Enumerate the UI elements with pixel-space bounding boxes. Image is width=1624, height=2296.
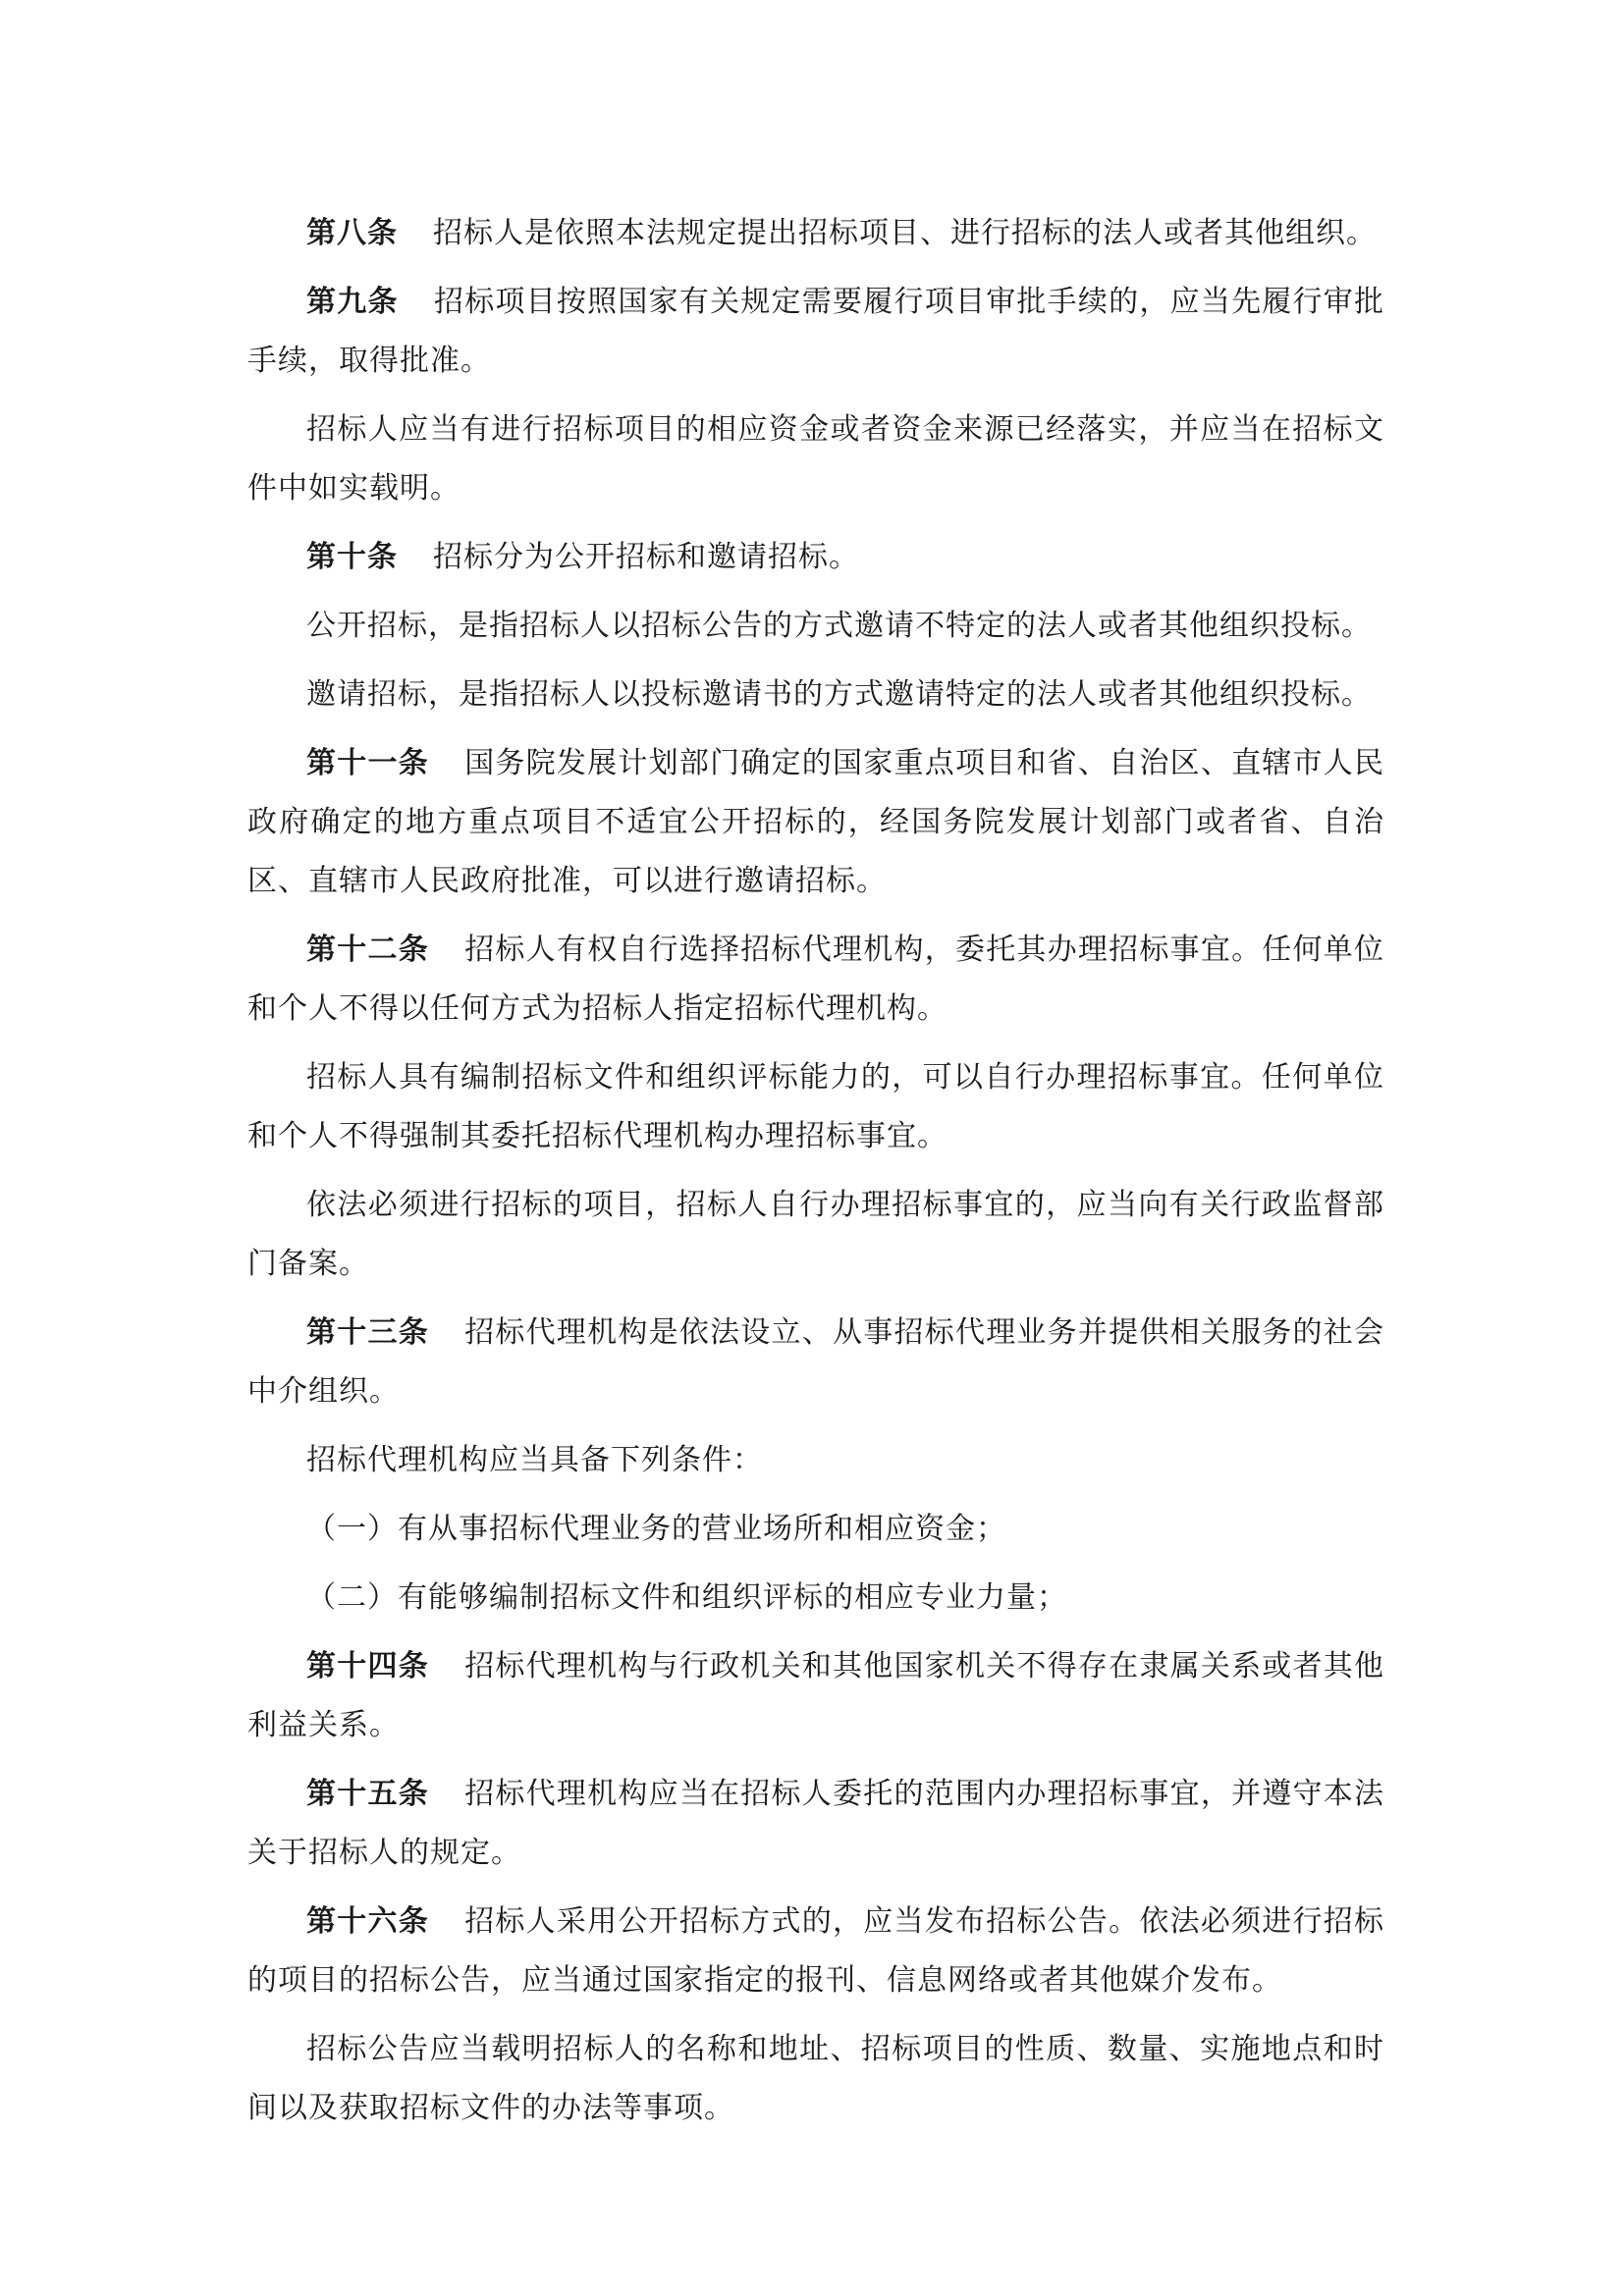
paragraph-text: 招标代理机构与行政机关和其他国家机关不得存在隶属关系或者其他利益关系。	[247, 1649, 1385, 1742]
paragraph-text: 招标代理机构是依法设立、从事招标代理业务并提供相关服务的社会中介组织。	[247, 1315, 1385, 1409]
paragraph-text: 国务院发展计划部门确定的国家重点项目和省、自治区、直辖市人民政府确定的地方重点项目不适宜公开招标的，经国务院发展计划部门或者省、自治区、直辖市人民政府批准，可以进行邀请招标。	[247, 746, 1385, 898]
paragraph-text: 招标人具有编制招标文件和组织评标能力的，可以自行办理招标事宜。任何单位和个人不得强制其委托招标代理机构办理招标事宜。	[247, 1060, 1384, 1153]
paragraph-article-16	[247, 1893, 1384, 2010]
paragraph-article-11	[247, 734, 1384, 911]
paragraph-text: 招标人是依照本法规定提出招标项目、进行招标的法人或者其他组织。	[433, 216, 1377, 250]
paragraph-text: 招标代理机构应当在招标人委托的范围内办理招标事宜，并遵守本法关于招标人的规定。	[247, 1777, 1385, 1870]
paragraph-article-9	[247, 273, 1384, 391]
paragraph-article-13	[247, 1304, 1384, 1421]
document-page	[247, 204, 1384, 2138]
paragraph-text: 依法必须进行招标的项目，招标人自行办理招标事宜的，应当向有关行政监督部门备案。	[247, 1188, 1384, 1281]
article-heading: 第十五条	[306, 1777, 429, 1811]
article-heading: 第十六条	[306, 1904, 429, 1939]
article-heading: 第十条	[306, 540, 398, 574]
paragraph	[247, 666, 1384, 724]
paragraph-text: 邀请招标，是指招标人以投标邀请书的方式邀请特定的法人或者其他组织投标。	[306, 677, 1372, 712]
article-heading: 第十四条	[306, 1649, 429, 1683]
paragraph	[247, 400, 1384, 518]
paragraph-article-8	[247, 204, 1384, 263]
paragraph-article-10	[247, 528, 1384, 587]
article-heading: 第八条	[306, 216, 398, 250]
paragraph-article-14	[247, 1637, 1384, 1755]
paragraph-text: 招标公告应当载明招标人的名称和地址、招标项目的性质、数量、实施地点和时间以及获取招标文件的办法等事项。	[247, 2032, 1384, 2125]
paragraph-text: 招标分为公开招标和邀请招标。	[433, 540, 859, 574]
article-heading: 第九条	[306, 285, 399, 319]
paragraph	[247, 2020, 1384, 2138]
paragraph-article-15	[247, 1765, 1384, 1883]
paragraph	[247, 1431, 1384, 1490]
paragraph-text: 招标人应当有进行招标项目的相应资金或者资金来源已经落实，并应当在招标文件中如实载明。	[247, 412, 1384, 506]
paragraph-text: （二）有能够编制招标文件和组织评标的相应专业力量；	[306, 1580, 1067, 1615]
list-item	[247, 1569, 1384, 1628]
paragraph-text: 招标人有权自行选择招标代理机构，委托其办理招标事宜。任何单位和个人不得以任何方式为招标人指定招标代理机构。	[247, 933, 1385, 1026]
paragraph-text: 公开招标，是指招标人以招标公告的方式邀请不特定的法人或者其他组织投标。	[306, 609, 1372, 643]
paragraph-text: 招标项目按照国家有关规定需要履行项目审批手续的，应当先履行审批手续，取得批准。	[247, 285, 1385, 378]
article-heading: 第十一条	[306, 746, 429, 780]
paragraph	[247, 597, 1384, 656]
paragraph-text: （一）有从事招标代理业务的营业场所和相应资金；	[306, 1512, 1006, 1546]
list-item	[247, 1500, 1384, 1559]
paragraph-text: 招标人采用公开招标方式的，应当发布招标公告。依法必须进行招标的项目的招标公告，应当通过国家指定的报刊、信息网络或者其他媒介发布。	[247, 1904, 1385, 1998]
paragraph-text: 招标代理机构应当具备下列条件：	[306, 1443, 763, 1477]
paragraph-article-12	[247, 921, 1384, 1039]
paragraph	[247, 1176, 1384, 1294]
article-heading: 第十二条	[306, 933, 429, 967]
paragraph	[247, 1048, 1384, 1166]
article-heading: 第十三条	[306, 1315, 429, 1350]
